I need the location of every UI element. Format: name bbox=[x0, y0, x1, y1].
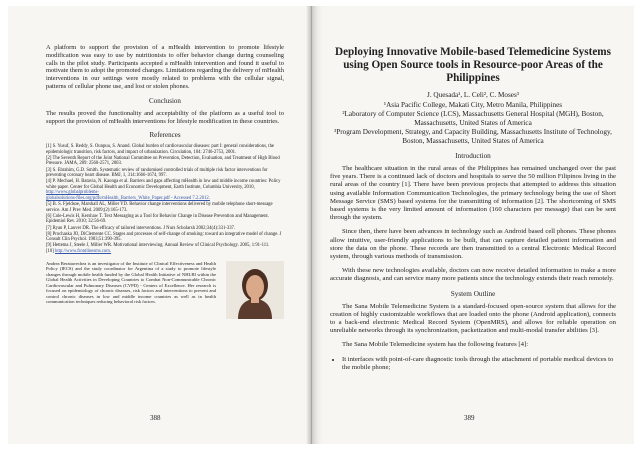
reference-item: [8] Prochaska JO, DiClemente CC. Stages and processes of self-change of smoking: toward an integrative model of change. J Consult Clin Psychol. 1983;51:390-395. bbox=[46, 231, 282, 243]
reference-link[interactable]: http://www.globalproblems- bbox=[46, 190, 99, 196]
references-heading: References bbox=[149, 131, 181, 140]
reference-link[interactable]: http://www.frontlinesms.com. bbox=[54, 249, 112, 255]
author-photo bbox=[226, 261, 284, 319]
article-title: Deploying Innovative Mobile-based Telemedicine Systems using Open Source tools in Resource-poor Areas of the Philippines bbox=[335, 46, 611, 84]
reference-item: [3] S. Ebrahim, G.D. Smith. Systematic review of randomised controlled trials of multiple risk factor interventions for preventing coronary heart disease. BMJ, 1, 314:1666-1674, 997. bbox=[46, 167, 268, 179]
reference-item: [10] http://www.frontlinesms.com. bbox=[46, 249, 112, 255]
right-column bbox=[330, 46, 616, 372]
affiliation: ²Laboratory of Computer Science (LCS), Massachusetts General Hospital (MGH), Boston, Massachusetts, United States of America bbox=[342, 110, 604, 127]
conclusion-paragraph: The results proved the functionality and acceptability of the platform as a useful tool to support the provision of mHealth interventions for lifestyle modification in these countries. bbox=[46, 109, 284, 125]
list-item: • It interfaces with point-of-care diagnostic tools through the attachment of portable medical devices to the mobile phone; bbox=[342, 356, 616, 372]
reference-item: [4] P. Mechael, H. Batavia, N. Kaonga et al. Barriers and gaps affecting mHealth in low and middle income countries: Policy white paper. Center for Global Health and Economic Development, Earth Institute, Columbia University, 2010, http://www.globalproblems- bbox=[46, 179, 281, 196]
page-number: 389 bbox=[464, 414, 475, 422]
reference-item[interactable]: globalsolutions-files.org/pdfs/mHealth_Barriers_White_Paper.pdf - Accessed 7.2.2012. bbox=[46, 196, 210, 202]
author-line: J. Quesada¹, L. Celi², C. Moses³ bbox=[427, 91, 519, 99]
right-page bbox=[312, 6, 634, 444]
body-paragraph: The Sana Mobile Telemedicine system has the following features [4]: bbox=[342, 341, 529, 349]
reference-item: [7] Ryan P, Lauver DR. The efficacy of tailored interventions. J Nurs Scholarsh 2002;34(4):331-337. bbox=[46, 225, 236, 231]
left-column bbox=[46, 44, 284, 305]
author-bio bbox=[46, 261, 284, 305]
system-outline-heading: System Outline bbox=[450, 289, 496, 298]
body-paragraph: The healthcare situation in the rural areas of the Philippines has remained unchanged over the past five years. There is a continued lack of doctors and hospitals to serve the 50 million Filipinos living in the rural areas of the country [1]. There have been previous projects that attempted to address this situation using available Information Communication Technologies, the primary technology being the use of Short Message Service (SMS) based systems for the transmitting of information [2]. The shortcoming of SMS based systems is the very limited amount of information (160 characters per message) that can be sent through the system. bbox=[330, 165, 616, 222]
reference-item: [2] The Seventh Report of the Joint National Committee on Prevention, Detection, Evaluation, and Treatment of High Blood Pressure. JAMA, 289: 2560-2571, 2003. bbox=[46, 155, 280, 167]
conclusion-heading: Conclusion bbox=[149, 96, 181, 105]
feature-list bbox=[330, 356, 616, 372]
body-paragraph: A platform to support the provision of a mHealth intervention to promote lifestyle modification was easy to use by nutritionists to offer behavior change during counseling calls in the pilot study. Participants accepted a mHealth intervention and found it useful to motivate them to adopt the promoted changes. Limitations regarding the delivery of mHealth interventions in our settings were mostly related to problems with the cellular signal, patterns of cellular phone use, and lost or stolen phones. bbox=[46, 44, 284, 90]
reference-item: [6] Cole-Lewis H, Kershaw T. Text Messaging as a Tool for Behavior Change in Disease Prevention and Management. Epidemiol Rev. 2010; 32:56-69. bbox=[46, 213, 269, 225]
author-portrait-icon bbox=[226, 261, 284, 319]
reference-item: [9] Hettema J, Steele J, Miller WR. Motivational interviewing. Annual Review of Clinical Psychology. 2005, 1:91-111. bbox=[46, 243, 270, 249]
body-paragraph: Since then, there have been advances in technology such as Android based cell phones. These phones allow intuitive, user-friendly applications to be built, that can capture detailed patient information and store the data on the phone. These records are then transmitted to a central Electronic Medical Record system, through various methods of transmission. bbox=[330, 228, 616, 261]
reference-item: [1] S. Yusuf, S. Reddy, S. Ounpuu, S. Anand. Global burden of cardiovascular diseases: part I: general considerations, the epidemiologic transition, risk factors, and impact of urbanization. Circulation, 104: 2746-2753, 2001. bbox=[46, 144, 274, 155]
body-paragraph: With these new technologies available, doctors can now receive detailed information to make a more accurate diagnosis, and can service many more patients since the technology extends their reach remotely. bbox=[330, 267, 616, 283]
page-number: 388 bbox=[150, 414, 161, 422]
affiliation: ¹Asia Pacific College, Makati City, Metro Manila, Philippines bbox=[383, 101, 563, 109]
reference-item: [5] B. S. Fjeldsoe, Marshall AL, Miller YD. Behavior change interventions delivered by mobile telephone short-message service. Am J Prev Med. 2009;(2):165-173. bbox=[46, 202, 273, 213]
reference-list bbox=[46, 144, 284, 254]
left-page bbox=[8, 6, 312, 444]
author-bio-text: Andrea Beratarrechea is an investigator of the Institute of Clinical Effectiveness and Health Policy (IECS) and the study coordinator for Argentina of a study to promote lifestyle changes through mobile health funded by the Global Health Initiative of NHLBI within the Global Health Activities in Developing Countries to Combat Non-Communicable Chronic Cardiovascular and Pulmonary Diseases (CVPD) - Centers of Excellence. Her research is focused on epidemiology of chronic diseases, risk factors and interventions to prevent and control chronic diseases in low and middle income countries as well as in health communication techniques reducing behavioral risk factors. bbox=[46, 260, 216, 305]
body-paragraph: The Sana Mobile Telemedicine System is a standard-focused open-source system that allows for the creation of highly customizable workflows that are loaded onto the phone (Android application), connects to a back-end electronic Medical Record System (OpenMRS), and allows for reliable operation on unreliable networks through its synchronization, packetization and multi-modal transfer abilities [3]. bbox=[330, 302, 616, 335]
affiliation: ³Program Development, Strategy, and Capacity Building, Massachusetts Institute of Technology, Boston, Massachusetts, United States of America bbox=[334, 128, 612, 145]
introduction-heading: Introduction bbox=[455, 152, 491, 160]
